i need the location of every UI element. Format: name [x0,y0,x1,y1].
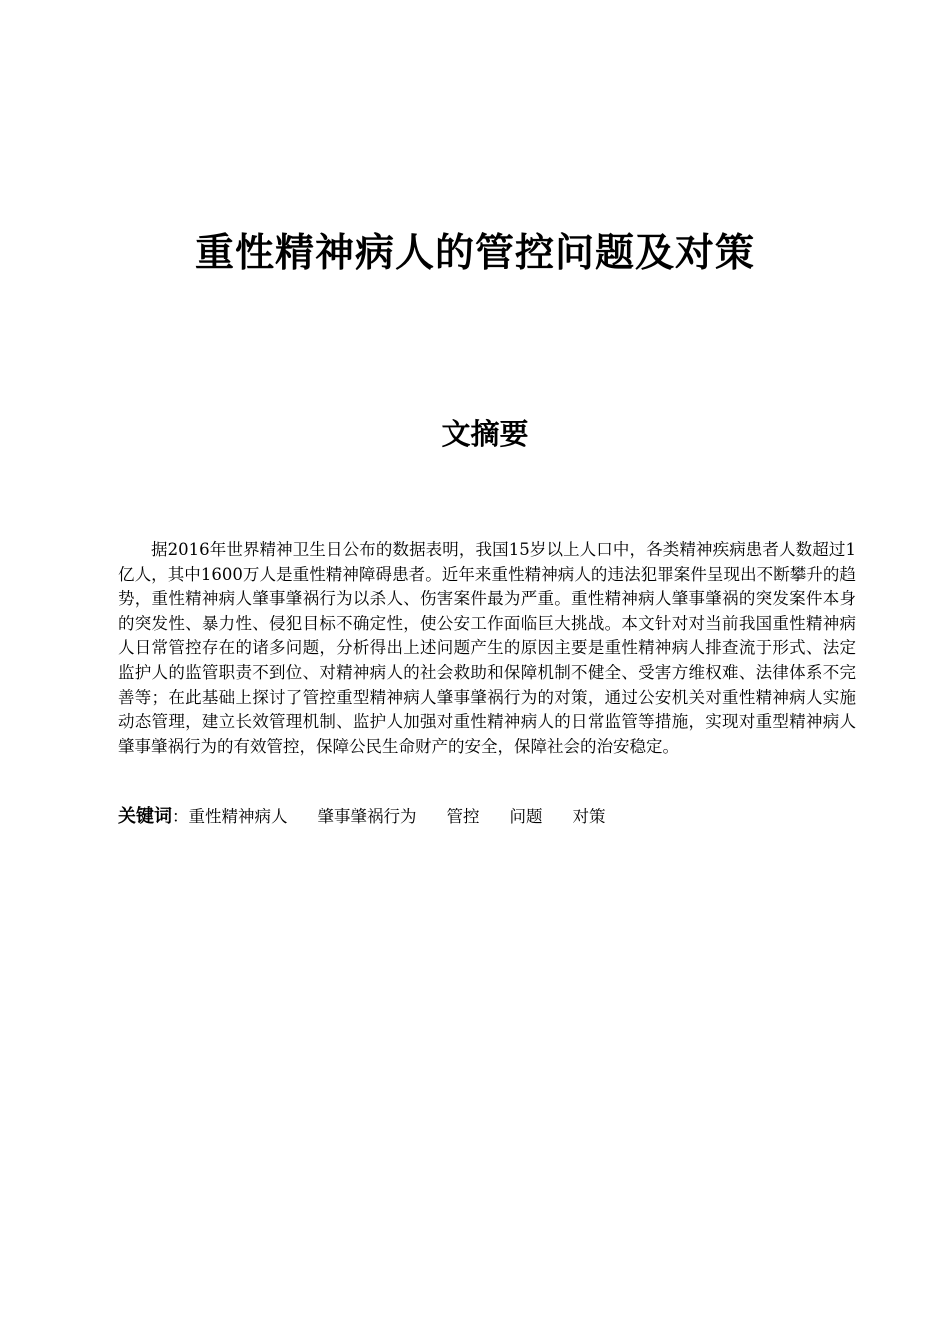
keyword-item: 重性精神病人 [188,807,288,826]
keywords-line [118,803,856,831]
keyword-item: 管控 [446,807,480,826]
abstract-body: 据2016年世界精神卫生日公布的数据表明，我国15岁以上人口中，各类精神疾病患者人数超过1亿人，其中1600万人是重性精神障碍患者。近年来重性精神病人的违法犯罪案件呈现出不断攀升的趋势，重性精神病人肇事肇祸行为以杀人、伤害案件最为严重。重性精神病人肇事肇祸的突发案件本身的突发性、暴力性、侵犯目标不确定性，使公安工作面临巨大挑战。本文针对对当前我国重性精神病人日常管控存在的诸多问题，分析得出上述问题产生的原因主要是重性精神病人排查流于形式、法定监护人的监管职责不到位、对精神病人的社会救助和保障机制不健全、受害方维权难、法律体系不完善等；在此基础上探讨了管控重型精神病人肇事肇祸行为的对策，通过公安机关对重性精神病人实施动态管理，建立长效管理机制、监护人加强对重性精神病人的日常监管等措施，实现对重型精神病人肇事肇祸行为的有效管控，保障公民生命财产的安全，保障社会的治安稳定。 [118,540,856,756]
keywords-label: 关键词 [118,806,172,827]
keyword-item: 问题 [509,807,543,826]
document-title: 重性精神病人的管控问题及对策 [194,231,755,276]
keyword-item: 对策 [572,807,606,826]
abstract-heading: 文摘要 [441,417,529,451]
keyword-item: 肇事肇祸行为 [317,807,417,826]
keywords-colon: ： [172,807,189,826]
